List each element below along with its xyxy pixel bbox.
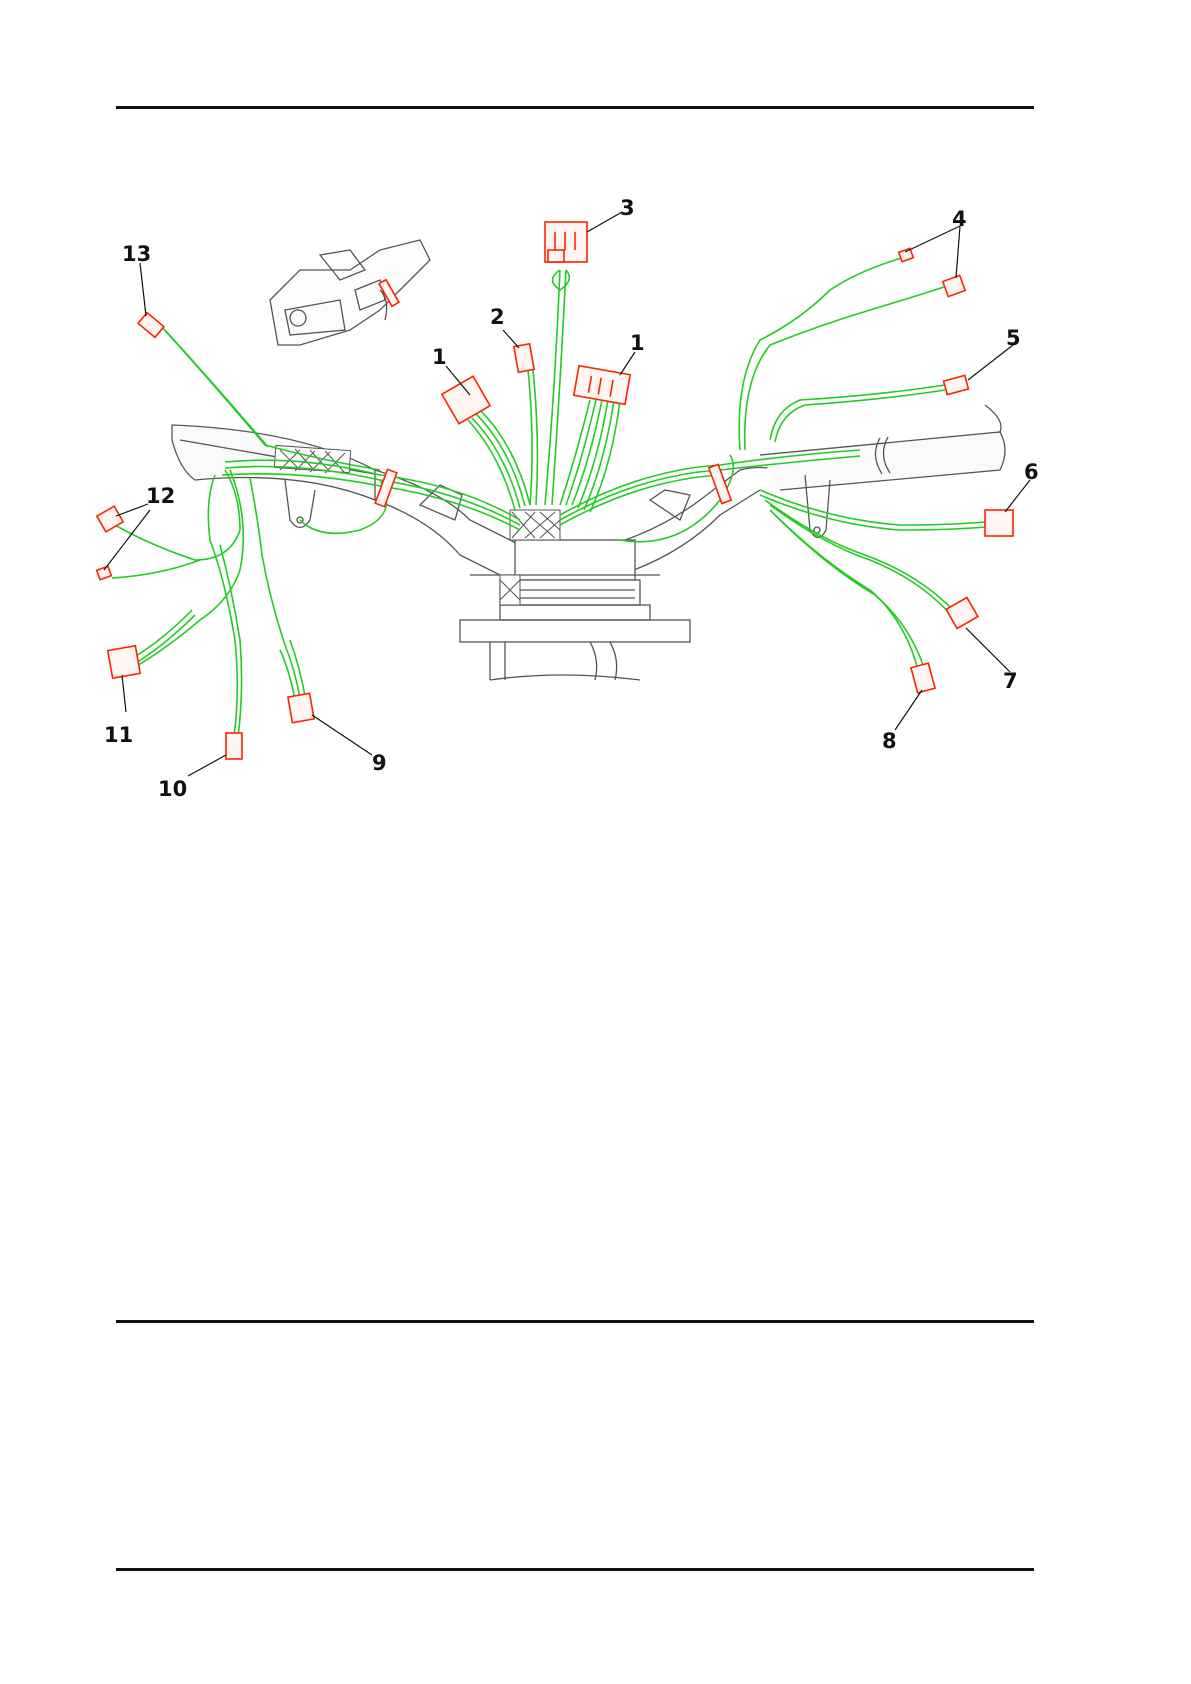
callout-2: 2 [490,305,505,329]
callout-12: 12 [146,484,176,508]
connector-13 [138,313,164,338]
callout-8: 8 [882,729,897,753]
callout-9: 9 [372,751,387,775]
connector-4b [943,275,965,296]
callout-1-right: 1 [630,331,645,355]
cable-tie-right [709,464,731,503]
connector-8 [911,663,935,693]
callout-1-left: 1 [432,345,447,369]
callout-6: 6 [1024,460,1039,484]
connector-1-left [442,376,490,423]
callout-10: 10 [158,777,188,801]
connector-10 [226,733,242,759]
harness-wires [112,257,985,737]
connector-12b [97,566,112,580]
connector-2 [514,344,534,372]
connector-11 [108,646,140,678]
connector-4a [899,248,914,262]
callout-5: 5 [1006,326,1021,350]
callout-13: 13 [122,242,152,266]
connector-9 [288,693,314,722]
callout-11: 11 [104,723,134,747]
leader-lines [104,212,1030,776]
callout-7: 7 [1003,669,1018,693]
callout-3: 3 [620,196,635,220]
connector-5 [944,375,969,394]
callout-4: 4 [952,207,967,231]
connector-7 [946,597,978,628]
connector-6 [985,510,1013,536]
